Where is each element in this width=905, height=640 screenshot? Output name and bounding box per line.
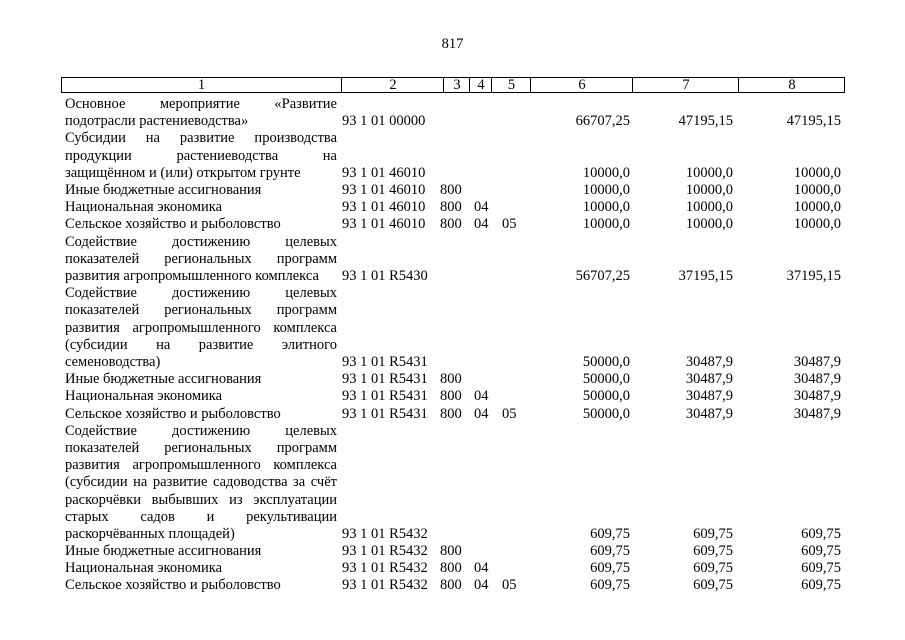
row-value-col6: 10000,0 xyxy=(582,181,630,198)
row-value-col8: 609,75 xyxy=(801,560,841,577)
row-expense-type: 800 xyxy=(440,199,462,216)
row-expense-type: 800 xyxy=(440,371,462,388)
row-value-col8: 30487,9 xyxy=(793,405,841,422)
row-code: 93 1 01 46010 xyxy=(342,164,426,181)
table-row xyxy=(0,216,905,233)
row-value-col7: 30487,9 xyxy=(685,353,733,370)
row-code: 93 1 01 R5431 xyxy=(342,405,428,422)
row-name: Иные бюджетные ассигнования xyxy=(65,371,262,388)
row-expense-type: 800 xyxy=(440,560,462,577)
table-row xyxy=(0,388,905,405)
row-value-col7: 37195,15 xyxy=(678,267,733,284)
row-section: 04 xyxy=(474,560,489,577)
row-code: 93 1 01 R5432 xyxy=(342,560,428,577)
row-value-col7: 30487,9 xyxy=(685,388,733,405)
table-row xyxy=(0,96,905,130)
row-value-col8: 10000,0 xyxy=(793,199,841,216)
row-value-col6: 609,75 xyxy=(590,525,630,542)
row-subsection: 05 xyxy=(502,216,517,233)
row-value-col7: 10000,0 xyxy=(685,164,733,181)
row-code: 93 1 01 00000 xyxy=(342,113,426,130)
row-name: Содействие достижению целевых показателей региональных программ развития агропромышленного комплекса (субсидии на развитие элитного семеноводства) xyxy=(65,285,337,370)
header-col-5: 5 xyxy=(491,78,531,92)
row-expense-type: 800 xyxy=(440,388,462,405)
row-value-col8: 10000,0 xyxy=(793,216,841,233)
table-body xyxy=(0,96,905,595)
row-value-col6: 50000,0 xyxy=(582,371,630,388)
row-name: Сельское хозяйство и рыболовство xyxy=(65,405,281,422)
table-row xyxy=(0,199,905,216)
row-value-col6: 50000,0 xyxy=(582,388,630,405)
row-value-col6: 50000,0 xyxy=(582,405,630,422)
row-code: 93 1 01 46010 xyxy=(342,216,426,233)
row-section: 04 xyxy=(474,216,489,233)
row-value-col7: 10000,0 xyxy=(685,216,733,233)
row-value-col8: 609,75 xyxy=(801,543,841,560)
row-expense-type: 800 xyxy=(440,216,462,233)
row-expense-type: 800 xyxy=(440,543,462,560)
row-name: Иные бюджетные ассигнования xyxy=(65,181,262,198)
row-section: 04 xyxy=(474,577,489,594)
row-value-col6: 609,75 xyxy=(590,543,630,560)
header-col-2: 2 xyxy=(341,78,444,92)
row-subsection: 05 xyxy=(502,405,517,422)
row-value-col6: 609,75 xyxy=(590,577,630,594)
row-expense-type: 800 xyxy=(440,405,462,422)
page-number: 817 xyxy=(441,36,464,52)
row-code: 93 1 01 R5431 xyxy=(342,388,428,405)
row-name: Основное мероприятие «Развитие подотрасли растениеводства» xyxy=(65,96,337,130)
row-code: 93 1 01 46010 xyxy=(342,181,426,198)
row-value-col8: 30487,9 xyxy=(793,388,841,405)
table-row xyxy=(0,182,905,199)
row-value-col8: 47195,15 xyxy=(786,113,841,130)
row-section: 04 xyxy=(474,199,489,216)
header-col-8: 8 xyxy=(738,78,845,92)
row-value-col7: 609,75 xyxy=(693,543,733,560)
row-name: Содействие достижению целевых показателей региональных программ развития агропромышленного комплекса xyxy=(65,233,337,284)
row-expense-type: 800 xyxy=(440,181,462,198)
row-section: 04 xyxy=(474,388,489,405)
table-row xyxy=(0,406,905,423)
row-code: 93 1 01 R5432 xyxy=(342,525,428,542)
row-value-col7: 609,75 xyxy=(693,525,733,542)
row-value-col6: 609,75 xyxy=(590,560,630,577)
row-subsection: 05 xyxy=(502,577,517,594)
row-name: Национальная экономика xyxy=(65,560,223,577)
row-value-col6: 66707,25 xyxy=(575,113,630,130)
row-value-col6: 50000,0 xyxy=(582,353,630,370)
table-row xyxy=(0,234,905,286)
header-col-7: 7 xyxy=(632,78,739,92)
row-value-col8: 609,75 xyxy=(801,525,841,542)
table-row xyxy=(0,130,905,182)
row-value-col6: 10000,0 xyxy=(582,164,630,181)
row-expense-type: 800 xyxy=(440,577,462,594)
table-header xyxy=(61,77,845,93)
row-name: Сельское хозяйство и рыболовство xyxy=(65,577,281,594)
row-name: Национальная экономика xyxy=(65,199,223,216)
row-value-col8: 10000,0 xyxy=(793,181,841,198)
row-name: Субсидии на развитие производства продукции растениеводства на защищённом и (или) открытом грунте xyxy=(65,130,337,181)
row-name: Иные бюджетные ассигнования xyxy=(65,543,262,560)
row-value-col7: 30487,9 xyxy=(685,405,733,422)
table-row xyxy=(0,560,905,577)
table-row xyxy=(0,543,905,560)
row-value-col8: 37195,15 xyxy=(786,267,841,284)
row-value-col6: 10000,0 xyxy=(582,199,630,216)
row-code: 93 1 01 R5431 xyxy=(342,353,428,370)
row-value-col7: 609,75 xyxy=(693,577,733,594)
row-name: Сельское хозяйство и рыболовство xyxy=(65,216,281,233)
header-col-1: 1 xyxy=(197,77,206,93)
header-col-6: 6 xyxy=(530,78,633,92)
row-name: Национальная экономика xyxy=(65,388,223,405)
table-row xyxy=(0,423,905,543)
row-value-col8: 30487,9 xyxy=(793,353,841,370)
row-value-col7: 47195,15 xyxy=(678,113,733,130)
row-value-col7: 10000,0 xyxy=(685,181,733,198)
table-row xyxy=(0,371,905,388)
table-row xyxy=(0,285,905,371)
row-value-col7: 30487,9 xyxy=(685,371,733,388)
row-code: 93 1 01 R5432 xyxy=(342,543,428,560)
row-value-col8: 10000,0 xyxy=(793,164,841,181)
row-value-col7: 10000,0 xyxy=(685,199,733,216)
row-value-col8: 609,75 xyxy=(801,577,841,594)
row-value-col8: 30487,9 xyxy=(793,371,841,388)
row-code: 93 1 01 R5431 xyxy=(342,371,428,388)
row-code: 93 1 01 R5432 xyxy=(342,577,428,594)
row-value-col6: 10000,0 xyxy=(582,216,630,233)
header-col-4: 4 xyxy=(469,78,492,92)
row-section: 04 xyxy=(474,405,489,422)
header-col-3: 3 xyxy=(443,78,470,92)
row-code: 93 1 01 46010 xyxy=(342,199,426,216)
row-code: 93 1 01 R5430 xyxy=(342,267,428,284)
row-value-col6: 56707,25 xyxy=(575,267,630,284)
row-value-col7: 609,75 xyxy=(693,560,733,577)
table-row xyxy=(0,577,905,594)
row-name: Содействие достижению целевых показателей региональных программ развития агропромышленного комплекса (субсидии на развитие садоводства за счёт раскорчёвки выбывших из эксплуатации старых садов и рекультивации раскорчёванных площадей) xyxy=(65,422,337,542)
